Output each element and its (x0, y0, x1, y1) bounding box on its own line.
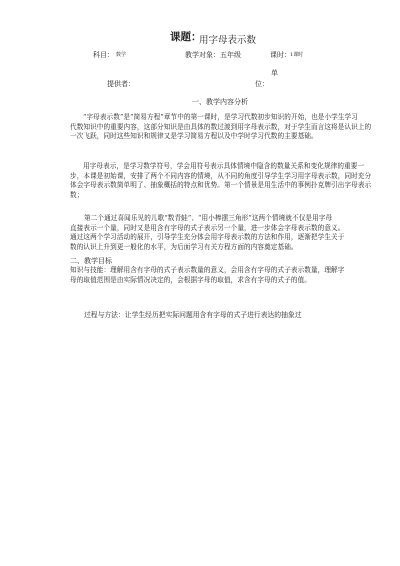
subject-label: 科目： (93, 51, 114, 59)
subject-value: 数学 (116, 52, 127, 58)
text-line: 步，本课是初始课，安排了两个不同内容的情境，从不同的角度引导学生学习用字母表示数，同时充分 (70, 171, 372, 180)
unit-label-bottom: 位： (255, 80, 269, 88)
text-line: 母的取值范围是由实际情况决定的，会根据字母的取值，求含有字母的式子的值。 (70, 275, 311, 284)
period-value: 1课时 (290, 52, 304, 58)
text-line: 直接表示一个量，同时又是用含有字母的式子表示另一个量，进一步体会字母表示数的意义。 (70, 223, 345, 232)
title-label: 课题： (170, 31, 202, 43)
period-label: 课时： (270, 51, 291, 59)
text-line: 通过这两个学习活动的展开，引导学生充分体会用字母表示数的方法和作用，逐渐把学生关于 (70, 233, 345, 242)
audience-text: 教学对象：五年级 (185, 51, 241, 59)
text-line: 用字母表示，是学习数学符号，学会用符号表示具体情境中隐含的数量关系和变化规律的重要一 (83, 162, 365, 170)
text-line: 第二个通过喜闻乐见的儿歌“数青蛙”、“用小棒摆三角形”这两个情境就不仅是用字母 (84, 214, 333, 222)
text-line: 数的认识上升到更一般化的水平，为后面学习有关方程方面的内容奠定基础。 (70, 242, 298, 251)
text-line: “字母表示数”是“简易方程”章节中的第一课时，是学习代数初步知识的开始，也是小学生学习 (83, 113, 358, 121)
text-line: 代数知识中的重要内容，这部分知识是由具体的数过渡到用字母表示数，对于学生而言这将是认识上的 (70, 122, 372, 131)
lesson-title: 用字母表示数 (199, 35, 257, 46)
text-line: 数； (70, 190, 84, 199)
process-methods-text: 过程与方法：让学生经历把实际问题用含有字母的式子进行表达的抽象过 (84, 311, 302, 319)
paragraph-second-scenario (70, 214, 344, 252)
text-line: 知识与技能：理解用含有字母的式子表示数量的意义，会用含有字母的式子表示数量，理解字 (70, 266, 345, 274)
paragraph-knowledge-skills (70, 266, 344, 285)
unit-label-top: 单 (271, 69, 278, 77)
text-line: 体会字母表示数简单明了、抽象概括的特点和优势。第一个情景是用生活中的事例扑克牌引出字母表示 (70, 181, 372, 190)
paragraph-symbols (70, 162, 371, 200)
provider-label: 提供者： (107, 80, 135, 88)
section-heading-content-analysis: 一、教学内容分析 (192, 98, 248, 106)
text-line: 一次飞跃，同时这些知识和规律又是学习简易方程以及中学时学习代数的主要基础。 (70, 132, 318, 141)
paragraph-intro (70, 113, 371, 142)
section-heading-objectives: 二、教学目标 (70, 257, 112, 265)
